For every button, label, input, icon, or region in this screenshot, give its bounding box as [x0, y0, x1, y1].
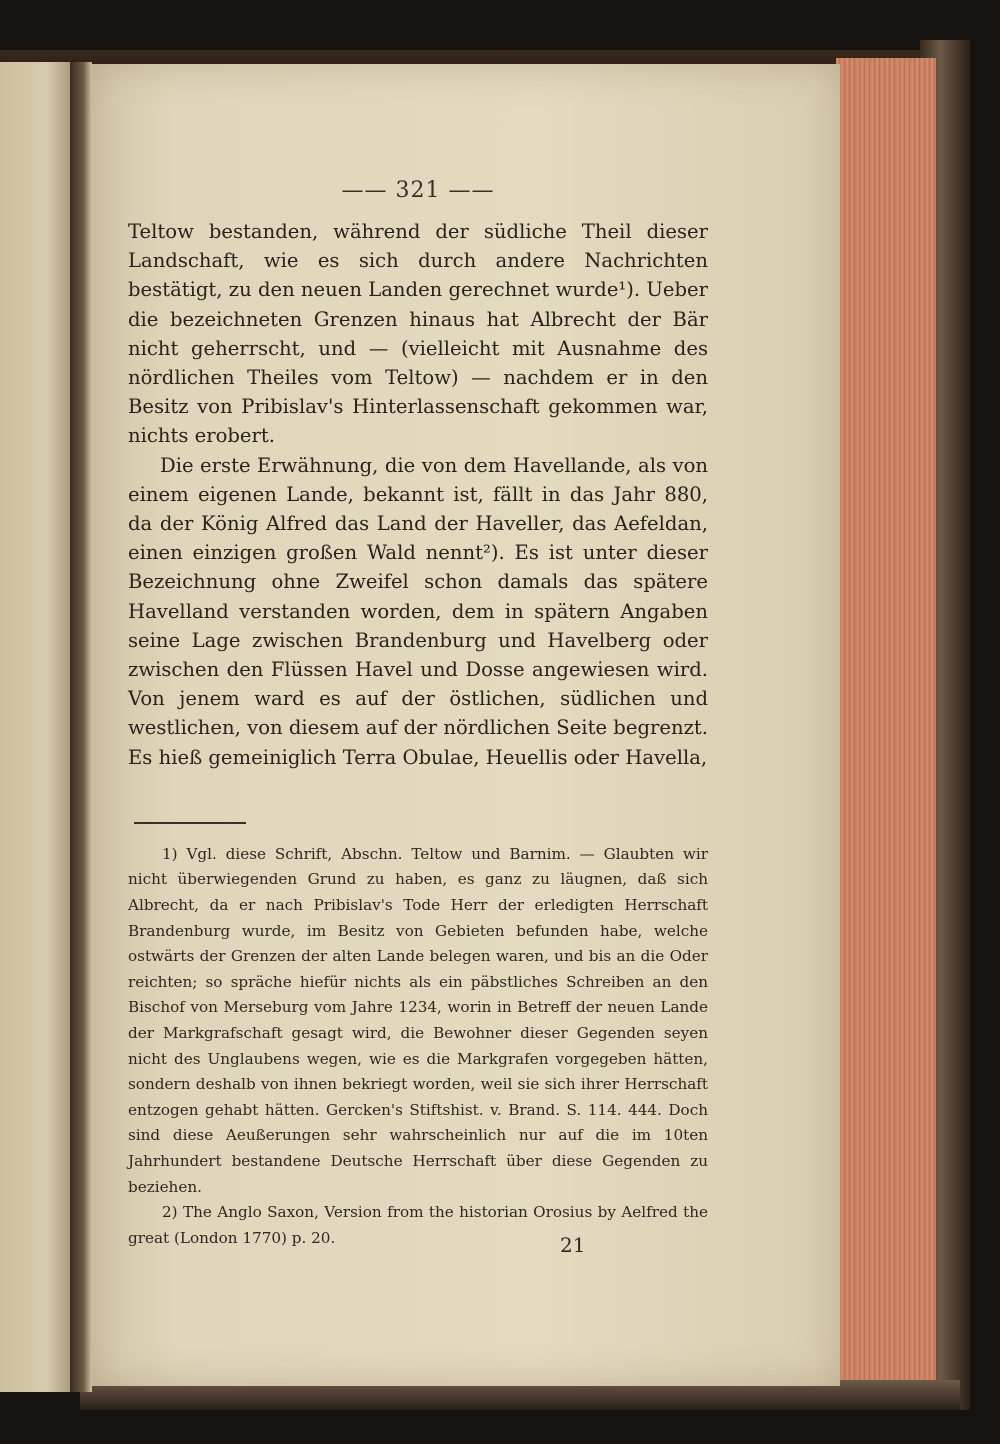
main-text — [128, 217, 708, 772]
page-fore-edge — [836, 58, 936, 1396]
book-gutter — [70, 62, 92, 1392]
paragraph: Die erste Erwähnung, die von dem Havellande, als von einem eigenen Lande, bekannt ist, fällt in das Jahr 880, da der König Alfred das Land der Haveller, das Aefeldan, einen einzigen großen Wald nennt²). Es ist unter dieser Bezeichnung ohne Zweifel schon damals das spätere Havelland verstanden worden, dem in spätern Angaben seine Lage zwischen Brandenburg und Havelberg oder zwischen den Flüssen Havel und Dosse angewiesen wird. Von jenem ward es auf der östlichen, südlichen und westlichen, von diesem auf der nördlichen Seite begrenzt. Es hieß gemeiniglich Terra Obulae, Heuellis oder Havella, — [128, 453, 708, 769]
paragraph: Teltow bestanden, während der südliche Theil dieser Landschaft, wie es sich durch andere Nachrichten bestätigt, zu den neuen Landen gerechnet wurde¹). Ueber die bezeichneten Grenzen hinaus hat Albrecht der Bär nicht geherrscht, und — (vielleicht mit Ausnahme des nördlichen Theiles vom Teltow) — nachdem er in den Besitz von Pribislav's Hinterlassenschaft gekommen war, nichts erobert. — [128, 220, 708, 448]
page-content — [128, 178, 708, 1251]
footnotes — [128, 842, 708, 1252]
signature-mark: 21 — [560, 1233, 586, 1257]
footnote: 1) Vgl. diese Schrift, Abschn. Teltow und Barnim. — Glaubten wir nicht überwiegenden Grund zu haben, es ganz zu läugnen, daß sich Albrecht, da er nach Pribislav's Tode Herr der erledigten Herrschaft Brandenburg wurde, im Besitz von Gebieten befunden habe, welche ostwärts der Grenzen der alten Lande belegen waren, und bis an die Oder reichten; so spräche hiefür nichts als ein päbstliches Schreiben an den Bischof von Merseburg vom Jahre 1234, worin in Betreff der neuen Lande der Markgrafschaft gesagt wird, die Bewohner dieser Gegenden seyen nicht des Unglaubens wegen, wie es die Markgrafen vorgegeben hätten, sondern deshalb von ihnen bekriegt worden, weil sie sich ihrer Herrschaft entzogen gehabt hätten. Gercken's Stiftshist. v. Brand. S. 114. 444. Doch sind diese Aeußerungen sehr wahrscheinlich nur auf die im 10ten Jahrhundert bestandene Deutsche Herrschaft über diese Gegenden zu beziehen. — [128, 844, 708, 1196]
previous-page-edge — [0, 62, 78, 1392]
footnote-rule — [134, 822, 246, 824]
footnote: 2) The Anglo Saxon, Version from the historian Orosius by Aelfred the great (London 1770) p. 20. — [128, 1203, 708, 1247]
page-number-header: —— 321 —— — [341, 178, 495, 203]
